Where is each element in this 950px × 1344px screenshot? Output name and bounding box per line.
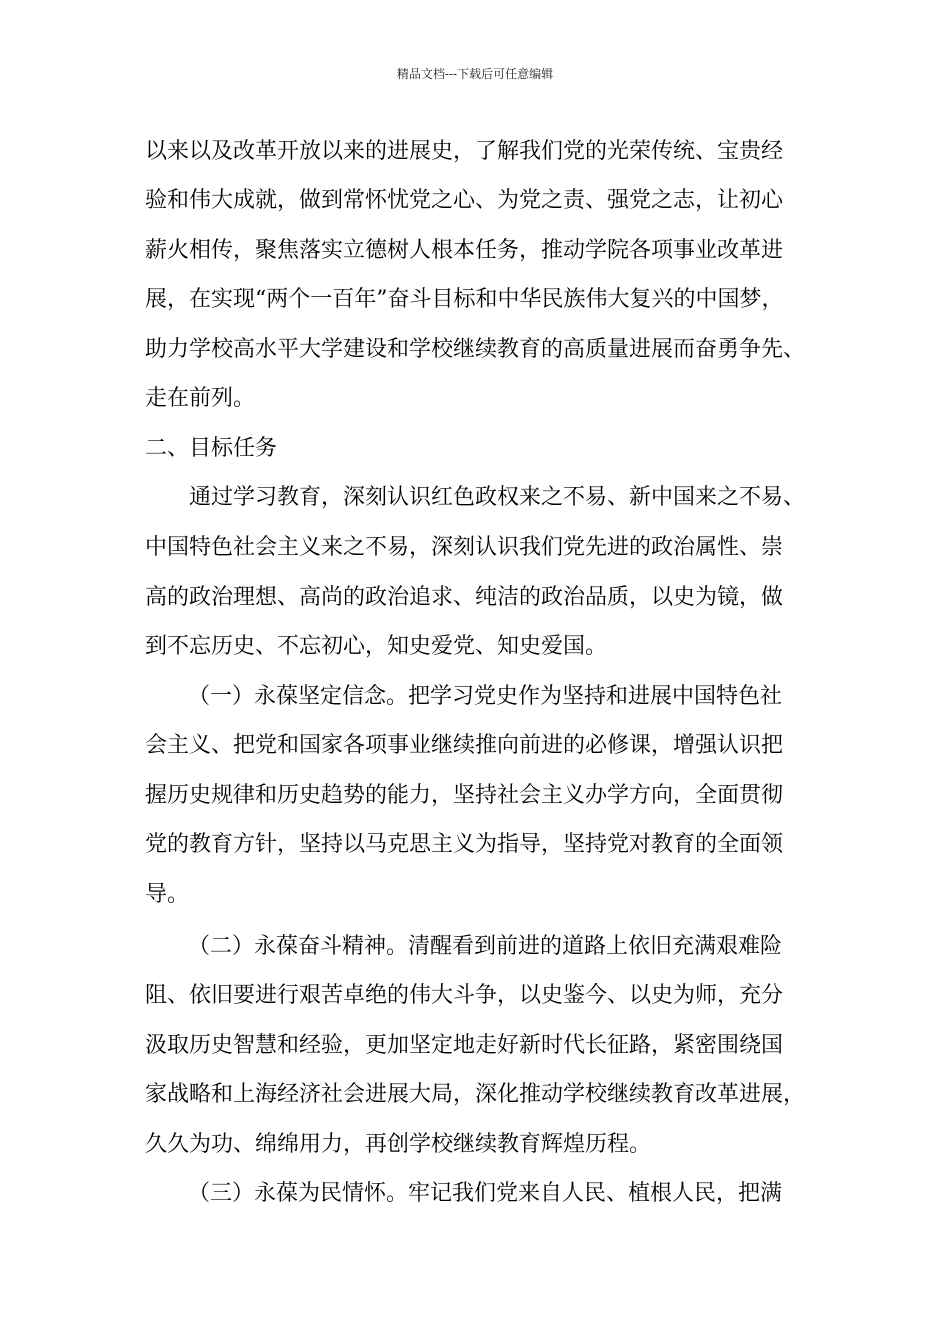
- body-line: 导。: [145, 882, 190, 907]
- body-line: （三）永葆为民情怀。牢记我们党来自人民、植根人民，把满: [188, 1181, 783, 1206]
- body-line: 高的政治理想、高尚的政治追求、纯洁的政治品质，以史为镜，做: [145, 585, 784, 610]
- body-line: 阻、依旧要进行艰苦卓绝的伟大斗争，以史鉴今、以史为师，充分: [145, 983, 784, 1008]
- body-line: 会主义、把党和国家各项事业继续推向前进的必修课，增强认识把: [145, 733, 784, 758]
- body-line: 以来以及改革开放以来的进展史，了解我们党的光荣传统、宝贵经: [145, 139, 784, 164]
- body-line: 展，在实现“两个一百年”奋斗目标和中华民族伟大复兴的中国梦，: [145, 287, 784, 312]
- body-line: 到不忘历史、不忘初心，知史爱党、知史爱国。: [145, 634, 608, 659]
- body-line: （二）永葆奋斗精神。清醒看到前进的道路上依旧充满艰难险: [188, 934, 783, 959]
- body-line: 走在前列。: [145, 386, 256, 411]
- body-line: 汲取历史智慧和经验，更加坚定地走好新时代长征路，紧密围绕国: [145, 1033, 784, 1058]
- body-line: 通过学习教育，深刻认识红色政权来之不易、新中国来之不易、: [189, 485, 806, 510]
- body-line: 握历史规律和历史趋势的能力，坚持社会主义办学方向，全面贯彻: [145, 783, 784, 808]
- page-header: 精品文档---下载后可任意编辑: [396, 67, 554, 81]
- body-line: 验和伟大成就，做到常怀忧党之心、为党之责、强党之志，让初心: [145, 188, 784, 213]
- body-line: （一）永葆坚定信念。把学习党史作为坚持和进展中国特色社: [188, 684, 783, 709]
- body-line: 党的教育方针，坚持以马克思主义为指导，坚持党对教育的全面领: [145, 832, 784, 857]
- body-line: 久久为功、绵绵用力，再创学校继续教育辉煌历程。: [145, 1132, 652, 1157]
- body-line: 中国特色社会主义来之不易，深刻认识我们党先进的政治属性、崇: [145, 535, 784, 560]
- body-line: 助力学校高水平大学建设和学校继续教育的高质量进展而奋勇争先、: [145, 337, 806, 362]
- body-line: 家战略和上海经济社会进展大局，深化推动学校继续教育改革进展，: [145, 1082, 806, 1107]
- body-line: 薪火相传，聚焦落实立德树人根本任务，推动学院各项事业改革进: [145, 238, 784, 263]
- section-heading: 二、目标任务: [145, 436, 278, 461]
